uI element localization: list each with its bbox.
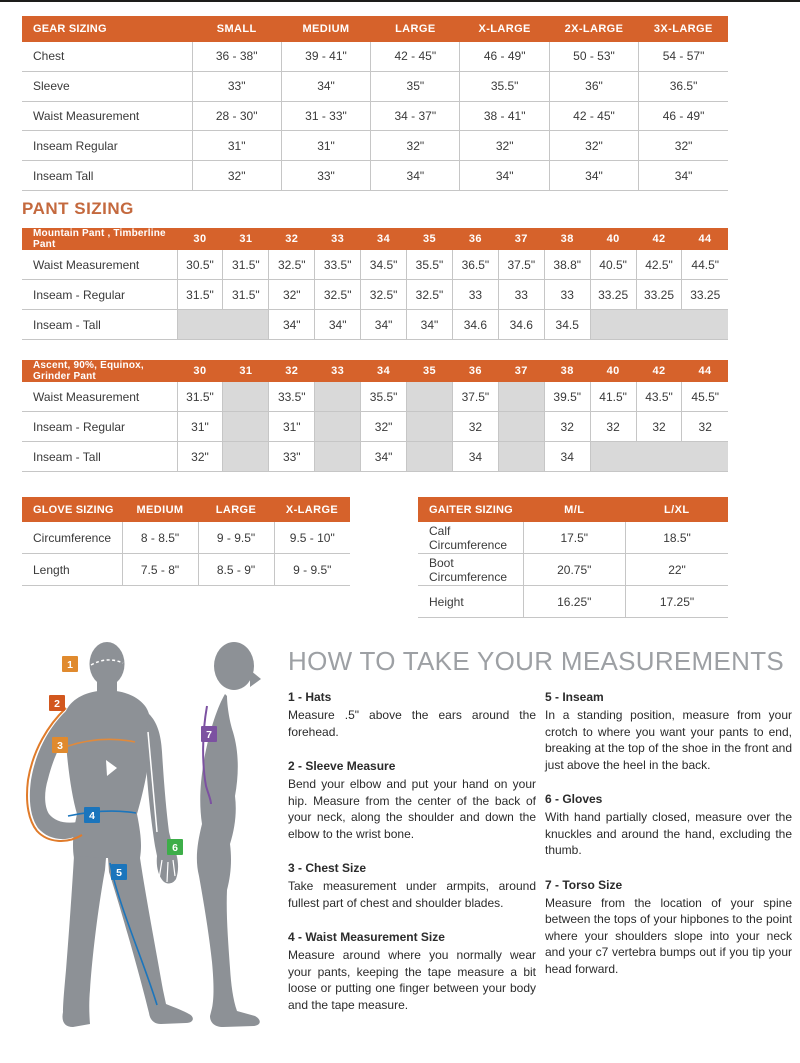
- cell-value: 31": [281, 131, 370, 161]
- column-header: 36: [452, 360, 498, 382]
- cell-value: 33: [452, 280, 498, 310]
- instruction-chest: [288, 861, 536, 911]
- cell-value: [223, 382, 269, 412]
- cell-value: [223, 442, 269, 472]
- cell-value: 42 - 45": [549, 101, 638, 131]
- row-label: Waist Measurement: [22, 250, 177, 280]
- marker-chest: [52, 737, 68, 753]
- table-title: GLOVE SIZING: [22, 497, 122, 522]
- column-header: 34: [361, 360, 407, 382]
- table-row: [22, 280, 728, 310]
- cell-value: 32": [177, 442, 223, 472]
- cell-value: 32": [361, 412, 407, 442]
- svg-text:4: 4: [89, 810, 95, 822]
- cell-value: 32": [192, 161, 281, 191]
- instruction-title: 2 - Sleeve Measure: [288, 759, 396, 773]
- cell-value: [498, 382, 544, 412]
- cell-value: 7.5 - 8": [122, 554, 198, 586]
- cell-value: 32.5": [315, 280, 361, 310]
- cell-value: 45.5": [682, 382, 728, 412]
- instruction-title: 1 - Hats: [288, 690, 332, 704]
- marker-torso: [201, 726, 217, 742]
- column-header: 33: [315, 228, 361, 250]
- cell-value: 32.5": [407, 280, 453, 310]
- cell-value: [407, 382, 453, 412]
- cell-value: 44.5": [682, 250, 728, 280]
- cell-value: 31.5": [223, 250, 269, 280]
- cell-value: 17.5": [523, 522, 626, 554]
- cell-value: 34.6: [452, 310, 498, 340]
- column-header: 44: [682, 228, 728, 250]
- column-header: 36: [452, 228, 498, 250]
- table-title: Mountain Pant , Timberline Pant: [22, 228, 177, 250]
- cell-value: 9 - 9.5": [274, 554, 350, 586]
- svg-text:7: 7: [206, 729, 212, 741]
- instruction-torso: [545, 878, 792, 978]
- cell-value: 31": [269, 412, 315, 442]
- column-header: 38: [544, 228, 590, 250]
- sizing-table: [418, 497, 728, 618]
- row-label: Inseam Tall: [22, 161, 192, 191]
- cell-value: 28 - 30": [192, 101, 281, 131]
- gaiter-sizing-table: [418, 497, 728, 618]
- column-header: L/XL: [626, 497, 729, 522]
- table-row: [22, 310, 728, 340]
- marker-gloves: [167, 839, 183, 855]
- header-row: [418, 497, 728, 522]
- table-title: GAITER SIZING: [418, 497, 523, 522]
- row-label: Chest: [22, 42, 192, 71]
- instruction-title: 4 - Waist Measurement Size: [288, 930, 445, 944]
- table-row: [22, 42, 728, 71]
- column-header: MEDIUM: [122, 497, 198, 522]
- table-row: [22, 161, 728, 191]
- row-label: Inseam - Tall: [22, 310, 177, 340]
- table-row: [22, 522, 350, 554]
- column-header: 31: [223, 360, 269, 382]
- cell-value: [682, 310, 728, 340]
- table-row: [22, 101, 728, 131]
- table-row: [418, 554, 728, 586]
- column-header: 30: [177, 360, 223, 382]
- row-label: Length: [22, 554, 122, 586]
- cell-value: 35": [371, 71, 460, 101]
- instruction-body: With hand partially closed, measure over the knuckles and around the hand, excluding the thumb.: [545, 810, 792, 857]
- cell-value: 8.5 - 9": [198, 554, 274, 586]
- sizing-table: [22, 497, 350, 586]
- column-header: LARGE: [371, 16, 460, 42]
- cell-value: 33: [498, 280, 544, 310]
- instruction-title: 5 - Inseam: [545, 690, 604, 704]
- cell-value: 31 - 33": [281, 101, 370, 131]
- cell-value: 39.5": [544, 382, 590, 412]
- column-header: X-LARGE: [460, 16, 549, 42]
- table-row: [22, 71, 728, 101]
- instructions-left-column: [288, 690, 536, 1032]
- cell-value: 38 - 41": [460, 101, 549, 131]
- row-label: Boot Circumference: [418, 554, 523, 586]
- ascent-equinox-grinder-pant-table: [22, 360, 728, 472]
- mountain-timberline-pant-table: [22, 228, 728, 340]
- column-header: 44: [682, 360, 728, 382]
- cell-value: 32.5": [361, 280, 407, 310]
- body-silhouettes-illustration: [18, 632, 280, 1037]
- row-label: Sleeve: [22, 71, 192, 101]
- sizing-table: [22, 360, 728, 472]
- cell-value: 46 - 49": [639, 101, 728, 131]
- cell-value: 32": [269, 280, 315, 310]
- column-header: SMALL: [192, 16, 281, 42]
- column-header: 40: [590, 360, 636, 382]
- table-row: [418, 586, 728, 618]
- column-header: X-LARGE: [274, 497, 350, 522]
- cell-value: 35.5": [361, 382, 407, 412]
- row-label: Inseam - Tall: [22, 442, 177, 472]
- column-header: LARGE: [198, 497, 274, 522]
- column-header: 2X-LARGE: [549, 16, 638, 42]
- cell-value: 22": [626, 554, 729, 586]
- cell-value: [636, 442, 682, 472]
- top-border-rule: [0, 0, 800, 2]
- column-header: 31: [223, 228, 269, 250]
- row-label: Inseam - Regular: [22, 280, 177, 310]
- column-header: 40: [590, 228, 636, 250]
- cell-value: 34": [460, 161, 549, 191]
- table-title: GEAR SIZING: [22, 16, 192, 42]
- cell-value: 31.5": [223, 280, 269, 310]
- how-to-measure-heading: HOW TO TAKE YOUR MEASUREMENTS: [288, 646, 785, 676]
- measurement-figures: [18, 632, 280, 1037]
- cell-value: 32": [549, 131, 638, 161]
- instruction-inseam: [545, 690, 792, 773]
- instruction-title: 7 - Torso Size: [545, 877, 623, 892]
- cell-value: 34": [269, 310, 315, 340]
- marker-hats: [62, 656, 78, 672]
- cell-value: 34": [281, 71, 370, 101]
- cell-value: 46 - 49": [460, 42, 549, 71]
- table-title: Ascent, 90%, Equinox, Grinder Pant: [22, 360, 177, 382]
- svg-text:3: 3: [57, 740, 63, 752]
- cell-value: 41.5": [590, 382, 636, 412]
- cell-value: [407, 412, 453, 442]
- cell-value: [682, 442, 728, 472]
- column-header: 32: [269, 360, 315, 382]
- instruction-body: Measure from the location of your spine between the tops of your hipbones to the point where your shoulders slope into your neck and your c7 vertebra bumps out if you tip your head forward.: [545, 895, 792, 976]
- instruction-waist: [288, 930, 536, 1013]
- cell-value: 43.5": [636, 382, 682, 412]
- column-header: 42: [636, 360, 682, 382]
- cell-value: 42.5": [636, 250, 682, 280]
- column-header: 37: [498, 360, 544, 382]
- table-row: [418, 522, 728, 554]
- cell-value: 31.5": [177, 382, 223, 412]
- cell-value: [315, 382, 361, 412]
- instruction-sleeve: [288, 759, 536, 842]
- column-header: 35: [407, 360, 453, 382]
- cell-value: 34.6: [498, 310, 544, 340]
- cell-value: 34": [361, 442, 407, 472]
- svg-text:1: 1: [67, 659, 73, 671]
- gear-sizing-table: [22, 16, 728, 191]
- cell-value: 42 - 45": [371, 42, 460, 71]
- cell-value: 33.5": [315, 250, 361, 280]
- cell-value: 31.5": [177, 280, 223, 310]
- instruction-title: 6 - Gloves: [545, 792, 603, 806]
- cell-value: 16.25": [523, 586, 626, 618]
- cell-value: [590, 442, 636, 472]
- cell-value: 32": [460, 131, 549, 161]
- cell-value: [498, 412, 544, 442]
- row-label: Calf Circumference: [418, 522, 523, 554]
- cell-value: 33": [269, 442, 315, 472]
- instruction-hats: [288, 690, 536, 740]
- cell-value: 34": [549, 161, 638, 191]
- cell-value: 32: [590, 412, 636, 442]
- cell-value: 34": [315, 310, 361, 340]
- cell-value: 20.75": [523, 554, 626, 586]
- cell-value: [177, 310, 223, 340]
- cell-value: 38.8": [544, 250, 590, 280]
- cell-value: 32: [452, 412, 498, 442]
- cell-value: 33.25: [636, 280, 682, 310]
- instruction-body: Bend your elbow and put your hand on your hip. Measure from the center of the back of your neck, along the shoulder and down the elbow to the wrist bone.: [288, 777, 536, 841]
- column-header: M/L: [523, 497, 626, 522]
- cell-value: 33.5": [269, 382, 315, 412]
- cell-value: 30.5": [177, 250, 223, 280]
- cell-value: 34": [371, 161, 460, 191]
- column-header: 3X-LARGE: [639, 16, 728, 42]
- svg-text:6: 6: [172, 842, 178, 854]
- cell-value: 9 - 9.5": [198, 522, 274, 554]
- header-row: [22, 360, 728, 382]
- cell-value: 34 - 37": [371, 101, 460, 131]
- cell-value: 8 - 8.5": [122, 522, 198, 554]
- cell-value: 34: [452, 442, 498, 472]
- cell-value: 34": [639, 161, 728, 191]
- cell-value: 32": [371, 131, 460, 161]
- table-row: [22, 382, 728, 412]
- svg-text:2: 2: [54, 698, 60, 710]
- cell-value: 33: [544, 280, 590, 310]
- table-row: [22, 412, 728, 442]
- row-label: Waist Measurement: [22, 382, 177, 412]
- cell-value: [407, 442, 453, 472]
- cell-value: 37.5": [452, 382, 498, 412]
- header-row: [22, 228, 728, 250]
- cell-value: [636, 310, 682, 340]
- cell-value: [498, 442, 544, 472]
- cell-value: 37.5": [498, 250, 544, 280]
- table-row: [22, 131, 728, 161]
- instruction-body: Measure .5" above the ears around the forehead.: [288, 708, 536, 739]
- cell-value: 33": [281, 161, 370, 191]
- cell-value: 39 - 41": [281, 42, 370, 71]
- instruction-body: In a standing position, measure from your crotch to where you want your pants to end, breaking at the top of the shoe in the front and just above the heel in the back.: [545, 708, 792, 772]
- cell-value: 17.25": [626, 586, 729, 618]
- column-header: 32: [269, 228, 315, 250]
- cell-value: 36 - 38": [192, 42, 281, 71]
- column-header: 33: [315, 360, 361, 382]
- column-header: 38: [544, 360, 590, 382]
- side-body-silhouette: [197, 642, 261, 1027]
- cell-value: 40.5": [590, 250, 636, 280]
- cell-value: [223, 310, 269, 340]
- instruction-body: Take measurement under armpits, around fullest part of chest and shoulder blades.: [288, 879, 536, 910]
- cell-value: 34": [407, 310, 453, 340]
- cell-value: 34": [361, 310, 407, 340]
- row-label: Inseam Regular: [22, 131, 192, 161]
- column-header: 30: [177, 228, 223, 250]
- column-header: MEDIUM: [281, 16, 370, 42]
- instruction-gloves: [545, 792, 792, 859]
- sizing-table: [22, 16, 728, 191]
- cell-value: 35.5": [460, 71, 549, 101]
- instruction-body: Measure around where you normally wear your pants, keeping the tape measure a bit loose or putting one finger between your body and the tape measure.: [288, 948, 536, 1012]
- column-header: 35: [407, 228, 453, 250]
- marker-inseam: [111, 864, 127, 880]
- cell-value: 32: [544, 412, 590, 442]
- sizing-table: [22, 228, 728, 340]
- column-header: 37: [498, 228, 544, 250]
- cell-value: 35.5": [407, 250, 453, 280]
- marker-waist: [84, 807, 100, 823]
- table-row: [22, 250, 728, 280]
- cell-value: 33": [192, 71, 281, 101]
- column-header: 34: [361, 228, 407, 250]
- table-row: [22, 442, 728, 472]
- cell-value: 36.5": [639, 71, 728, 101]
- row-label: Height: [418, 586, 523, 618]
- pant-sizing-heading: PANT SIZING: [22, 199, 134, 218]
- cell-value: 34.5: [544, 310, 590, 340]
- svg-text:5: 5: [116, 867, 122, 879]
- instruction-title: 3 - Chest Size: [288, 861, 367, 875]
- cell-value: 31": [192, 131, 281, 161]
- column-header: 42: [636, 228, 682, 250]
- cell-value: 36.5": [452, 250, 498, 280]
- cell-value: 32: [682, 412, 728, 442]
- cell-value: 18.5": [626, 522, 729, 554]
- table-row: [22, 554, 350, 586]
- cell-value: 54 - 57": [639, 42, 728, 71]
- cell-value: 34: [544, 442, 590, 472]
- cell-value: 34.5": [361, 250, 407, 280]
- cell-value: 33.25: [590, 280, 636, 310]
- marker-sleeve: [49, 695, 65, 711]
- cell-value: [223, 412, 269, 442]
- cell-value: [590, 310, 636, 340]
- header-row: [22, 16, 728, 42]
- row-label: Waist Measurement: [22, 101, 192, 131]
- cell-value: 32": [639, 131, 728, 161]
- cell-value: 50 - 53": [549, 42, 638, 71]
- instructions-right-column: [545, 690, 792, 996]
- cell-value: 9.5 - 10": [274, 522, 350, 554]
- header-row: [22, 497, 350, 522]
- row-label: Inseam - Regular: [22, 412, 177, 442]
- cell-value: 31": [177, 412, 223, 442]
- cell-value: 33.25: [682, 280, 728, 310]
- cell-value: [315, 442, 361, 472]
- cell-value: 36": [549, 71, 638, 101]
- glove-sizing-table: [22, 497, 350, 586]
- row-label: Circumference: [22, 522, 122, 554]
- cell-value: 32: [636, 412, 682, 442]
- cell-value: 32.5": [269, 250, 315, 280]
- cell-value: [315, 412, 361, 442]
